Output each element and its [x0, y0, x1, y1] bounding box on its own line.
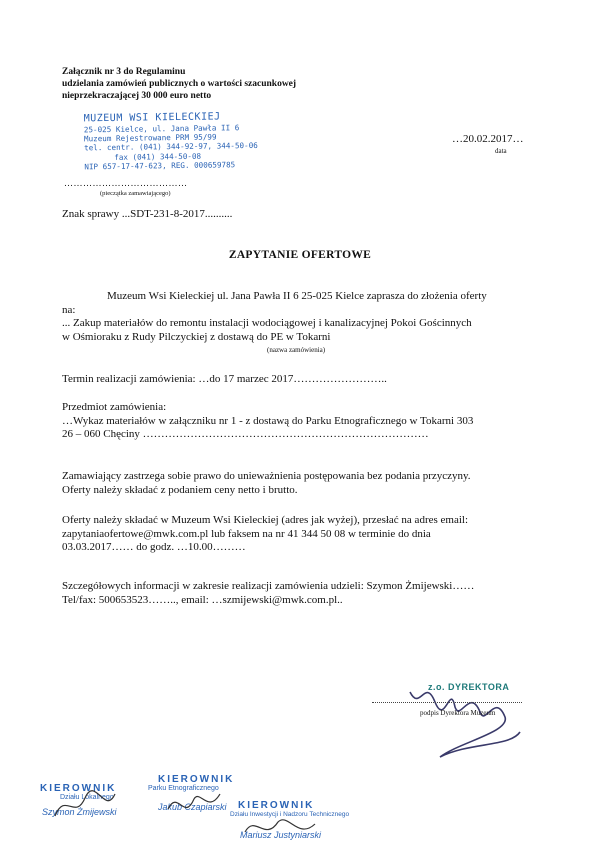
stamp-line: tel. centr. (041) 344-92-97, 344-50-06: [84, 141, 258, 153]
stamp-dept: Działu Inwestycji i Nadzoru Technicznego: [230, 811, 350, 818]
contact-line: Tel/fax: 500653523…….., email: …szmijewski@mwk.com.pl..: [62, 593, 343, 606]
stamp-line: MUZEUM WSI KIELECKIEJ: [83, 111, 221, 125]
submission-paragraph: [62, 514, 556, 555]
signature-line: [372, 702, 522, 703]
order-name-line: w Ośmioraku z Rudy Pilczyckiej z dostawą do PE w Tokarni: [62, 330, 331, 343]
deadline-line: Termin realizacji zamówienia: …do 17 marzec 2017……………………..: [62, 373, 387, 385]
stamp-line: NIP 657-17-47-623, REG. 000659785: [84, 160, 236, 172]
manager-signature-1-icon: [50, 786, 120, 826]
museum-stamp: [84, 111, 275, 172]
stamp-line: fax (041) 344-50-08: [114, 151, 202, 162]
contact-paragraph: [62, 580, 556, 607]
stamp-dept: Działu Lokalnego: [60, 794, 114, 801]
reservation-line: Zamawiający zastrzega sobie prawo do unieważnienia postępowania bez podania przyczyny.: [62, 470, 471, 482]
signature-caption: podpis Dyrektora Muzeum: [420, 709, 496, 717]
subject-line: …Wykaz materiałów w załączniku nr 1 - z dostawą do Parku Etnograficznego w Tokarni 303: [62, 414, 474, 427]
submission-line: 03.03.2017…… do godz. …10.00………: [62, 541, 246, 554]
case-number: Znak sprawy ...SDT-231-8-2017..........: [62, 208, 233, 220]
document-date: …20.02.2017…: [452, 133, 524, 145]
intro-paragraph: [62, 290, 556, 358]
reservation-paragraph: [62, 470, 556, 497]
stamp-name: Jakub Czapiarski: [158, 802, 227, 812]
stamp-dotted-line: …………………………………: [64, 178, 188, 188]
stamp-title: KIEROWNIK: [40, 783, 117, 794]
subject-label: Przedmiot zamówienia:: [62, 401, 167, 413]
submission-line: zapytaniaofertowe@mwk.com.pl lub faksem na nr 41 344 50 08 w terminie do dnia: [62, 527, 431, 540]
intro-line: na:: [62, 303, 76, 316]
stamp-name: Szymon Żmijewski: [42, 807, 117, 817]
header-line: nieprzekraczającej 30 000 euro netto: [62, 91, 212, 101]
document-title: ZAPYTANIE OFERTOWE: [228, 249, 372, 261]
header-line: Załącznik nr 3 do Regulaminu: [62, 67, 186, 77]
stamp-line: Muzeum Rejestrowane PRM 95/99: [83, 132, 217, 144]
subject-section: [62, 401, 556, 442]
manager-signature-2-icon: [160, 784, 230, 824]
subject-line: 26 – 060 Chęciny ……………………………………………………………………: [62, 428, 429, 441]
director-stamp-text: z.o. DYREKTORA: [428, 682, 510, 692]
reservation-line: Oferty należy składać z podaniem ceny netto i brutto.: [62, 483, 298, 496]
stamp-dept: Parku Etnograficznego: [148, 785, 219, 792]
manager-signature-3-icon: [240, 812, 320, 847]
contact-line: Szczegółowych informacji w zakresie realizacji zamówienia udzieli: Szymon Żmijewski……: [62, 580, 475, 592]
stamp-title: KIEROWNIK: [238, 800, 315, 811]
director-signature-icon: [400, 672, 530, 762]
regulation-header: [62, 66, 296, 102]
submission-line: Oferty należy składać w Muzeum Wsi Kieleckiej (adres jak wyżej), przesłać na adres email:: [62, 514, 469, 526]
intro-line: Muzeum Wsi Kieleckiej ul. Jana Pawła II 6 25-025 Kielce zaprasza do złożenia oferty: [107, 290, 487, 302]
stamp-title: KIEROWNIK: [158, 774, 235, 785]
stamp-line: 25-025 Kielce, ul. Jana Pawła II 6: [83, 123, 240, 135]
order-name-line: ... Zakup materiałów do remontu instalacji wodociągowej i kanalizacyjnej Pokoi Gościnnych: [62, 317, 472, 330]
stamp-caption: (pieczątka zamawiającego): [100, 190, 171, 197]
order-name-caption: (nazwa zamówienia): [267, 346, 326, 355]
date-caption: data: [495, 147, 507, 155]
header-line: udzielania zamówień publicznych o wartości szacunkowej: [62, 79, 297, 89]
stamp-name: Mariusz Justyniarski: [240, 830, 322, 840]
